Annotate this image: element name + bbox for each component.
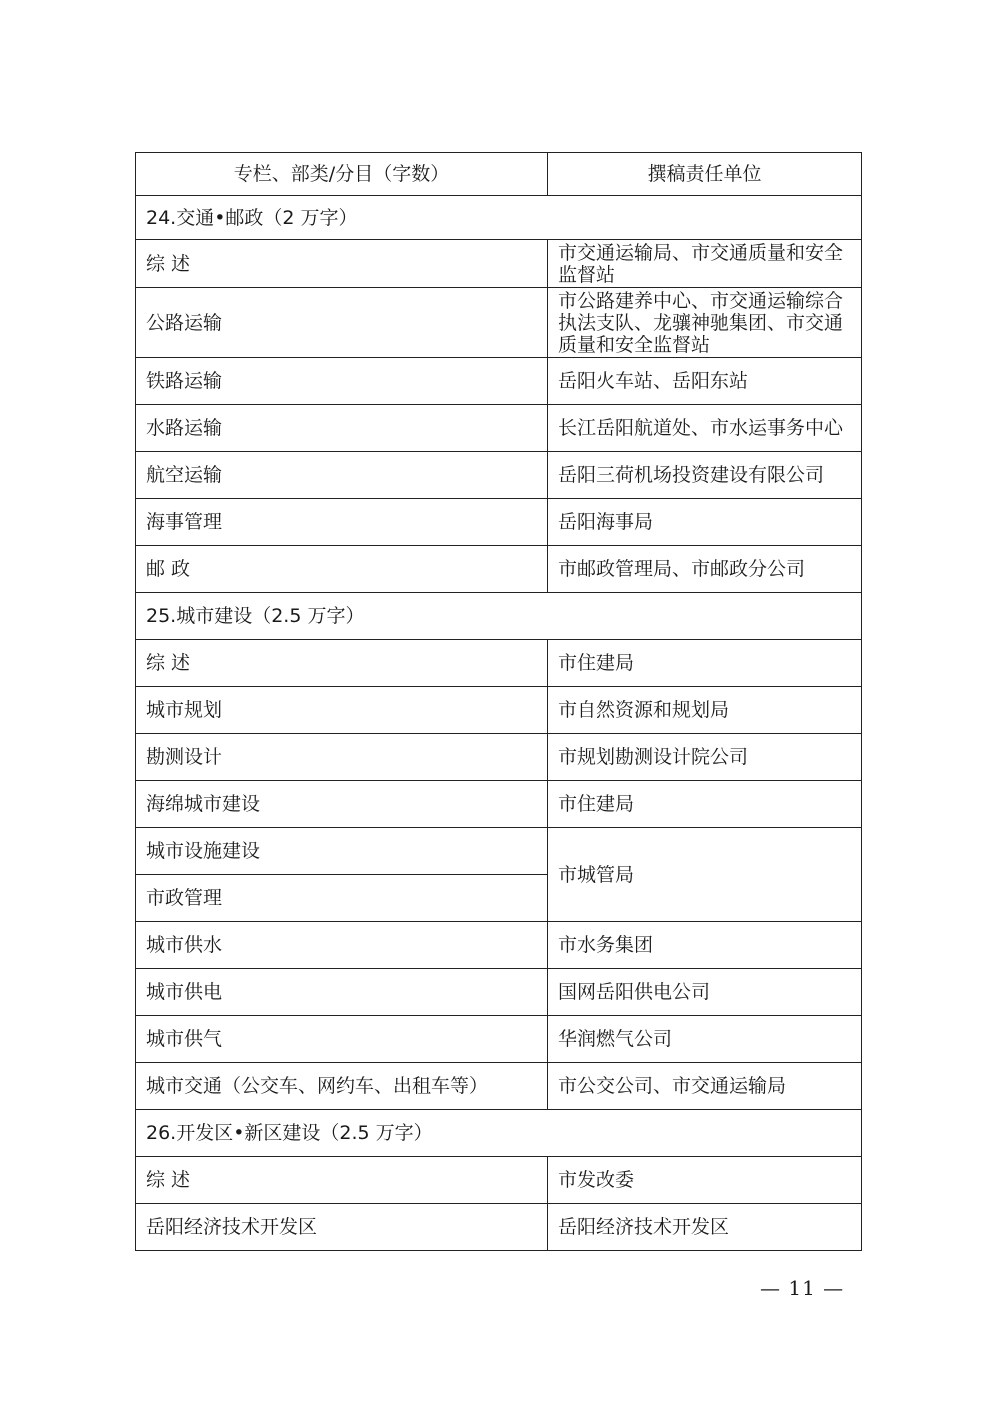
item-cell: 市政管理 xyxy=(136,875,548,922)
unit-cell: 国网岳阳供电公司 xyxy=(548,969,862,1016)
unit-cell: 岳阳经济技术开发区 xyxy=(548,1204,862,1251)
table-row xyxy=(136,405,862,452)
table-row xyxy=(136,828,862,875)
table-row xyxy=(136,1157,862,1204)
item-cell: 城市规划 xyxy=(136,687,548,734)
table-row xyxy=(136,240,862,288)
unit-cell: 岳阳三荷机场投资建设有限公司 xyxy=(548,452,862,499)
item-cell: 航空运输 xyxy=(136,452,548,499)
table-row xyxy=(136,922,862,969)
item-cell: 海绵城市建设 xyxy=(136,781,548,828)
table-row xyxy=(136,546,862,593)
item-cell: 城市供电 xyxy=(136,969,548,1016)
item-cell: 铁路运输 xyxy=(136,358,548,405)
unit-cell: 长江岳阳航道处、市水运事务中心 xyxy=(548,405,862,452)
unit-cell: 市公交公司、市交通运输局 xyxy=(548,1063,862,1110)
unit-cell: 市规划勘测设计院公司 xyxy=(548,734,862,781)
section-title: 26.开发区•新区建设（2.5 万字） xyxy=(136,1110,862,1157)
table-row xyxy=(136,1016,862,1063)
page-number: — 11 — xyxy=(760,1276,845,1300)
table-row xyxy=(136,781,862,828)
unit-cell: 市自然资源和规划局 xyxy=(548,687,862,734)
unit-cell: 市交通运输局、市交通质量和安全监督站 xyxy=(548,240,862,288)
section-title: 24.交通•邮政（2 万字） xyxy=(136,196,862,240)
table-row xyxy=(136,687,862,734)
table-row xyxy=(136,1204,862,1251)
header-column-category: 专栏、部类/分目（字数） xyxy=(136,153,548,196)
responsibility-table xyxy=(135,152,862,1251)
table-row xyxy=(136,734,862,781)
table-row xyxy=(136,499,862,546)
item-cell: 海事管理 xyxy=(136,499,548,546)
unit-cell: 市住建局 xyxy=(548,640,862,687)
item-cell: 城市交通（公交车、网约车、出租车等） xyxy=(136,1063,548,1110)
section-row xyxy=(136,196,862,240)
item-cell: 综 述 xyxy=(136,640,548,687)
unit-cell: 市住建局 xyxy=(548,781,862,828)
item-cell: 综 述 xyxy=(136,1157,548,1204)
item-cell: 岳阳经济技术开发区 xyxy=(136,1204,548,1251)
table-row xyxy=(136,1063,862,1110)
unit-cell: 华润燃气公司 xyxy=(548,1016,862,1063)
unit-cell: 岳阳海事局 xyxy=(548,499,862,546)
item-cell: 勘测设计 xyxy=(136,734,548,781)
table-row xyxy=(136,358,862,405)
item-cell: 邮 政 xyxy=(136,546,548,593)
unit-cell: 市发改委 xyxy=(548,1157,862,1204)
table-header-row xyxy=(136,153,862,196)
unit-cell-merged: 市城管局 xyxy=(548,828,862,922)
item-cell: 公路运输 xyxy=(136,288,548,358)
table-row xyxy=(136,969,862,1016)
unit-cell: 市水务集团 xyxy=(548,922,862,969)
item-cell: 城市设施建设 xyxy=(136,828,548,875)
item-cell: 城市供气 xyxy=(136,1016,548,1063)
item-cell: 水路运输 xyxy=(136,405,548,452)
header-column-unit: 撰稿责任单位 xyxy=(548,153,862,196)
item-cell: 综 述 xyxy=(136,240,548,288)
unit-cell: 市公路建养中心、市交通运输综合执法支队、龙骧神驰集团、市交通质量和安全监督站 xyxy=(548,288,862,358)
table-row xyxy=(136,288,862,358)
section-title: 25.城市建设（2.5 万字） xyxy=(136,593,862,640)
table-row xyxy=(136,640,862,687)
unit-cell: 岳阳火车站、岳阳东站 xyxy=(548,358,862,405)
item-cell: 城市供水 xyxy=(136,922,548,969)
table-row xyxy=(136,452,862,499)
unit-cell: 市邮政管理局、市邮政分公司 xyxy=(548,546,862,593)
section-row xyxy=(136,593,862,640)
section-row xyxy=(136,1110,862,1157)
